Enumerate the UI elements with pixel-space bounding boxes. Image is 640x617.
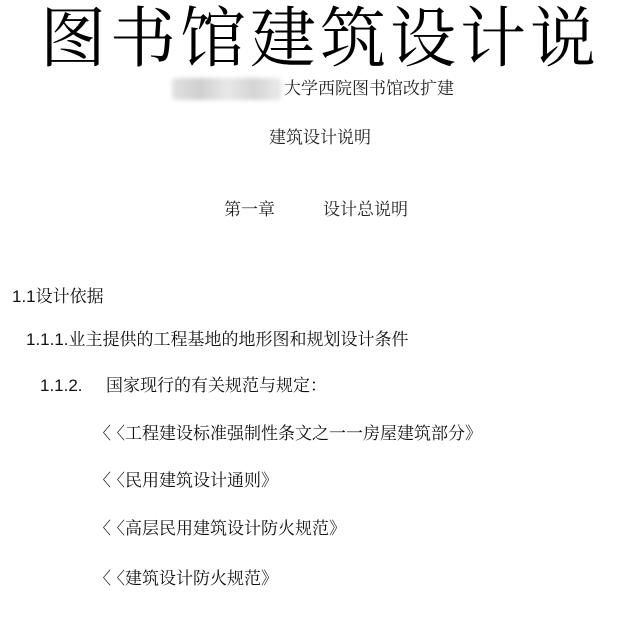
chapter-heading bbox=[224, 198, 408, 222]
project-name-text: 大学西院图书馆改扩建 bbox=[284, 79, 454, 99]
section-title: 设计依据 bbox=[35, 287, 104, 307]
section-title: 国家现行的有关规范与规定： bbox=[106, 376, 327, 396]
reference-title: 〈民用建筑设计通则》 bbox=[108, 471, 278, 491]
section-heading-1-1-1 bbox=[26, 328, 409, 352]
reference-item bbox=[94, 422, 482, 446]
reference-title: 〈工程建设标准强制性条文之一一房屋建筑部分》 bbox=[108, 424, 482, 444]
chapter-number: 第一章 bbox=[224, 200, 275, 220]
reference-bracket-mark: 〈 bbox=[94, 424, 111, 444]
section-heading-1-1 bbox=[12, 285, 104, 309]
chapter-title: 设计总说明 bbox=[323, 200, 408, 220]
redacted-university-name bbox=[172, 78, 282, 100]
section-number: 1.1 bbox=[12, 287, 36, 306]
reference-item bbox=[94, 517, 346, 541]
project-name-line bbox=[172, 76, 454, 102]
section-number: 1.1.2. bbox=[40, 376, 83, 395]
reference-item bbox=[94, 567, 278, 591]
reference-bracket-mark: 〈 bbox=[94, 519, 111, 539]
section-heading-1-1-2 bbox=[40, 374, 327, 398]
reference-title: 〈高层民用建筑设计防火规范》 bbox=[108, 519, 346, 539]
section-number: 1.1.1. bbox=[26, 330, 69, 349]
reference-bracket-mark: 〈 bbox=[94, 569, 111, 589]
reference-bracket-mark: 〈 bbox=[94, 471, 111, 491]
reference-title: 〈建筑设计防火规范》 bbox=[108, 569, 278, 589]
document-subtitle: 建筑设计说明 bbox=[269, 128, 371, 148]
section-title: 业主提供的工程基地的地形图和规划设计条件 bbox=[68, 330, 409, 350]
document-main-title: 图书馆建筑设计说 bbox=[40, 0, 600, 77]
reference-item bbox=[94, 469, 278, 493]
